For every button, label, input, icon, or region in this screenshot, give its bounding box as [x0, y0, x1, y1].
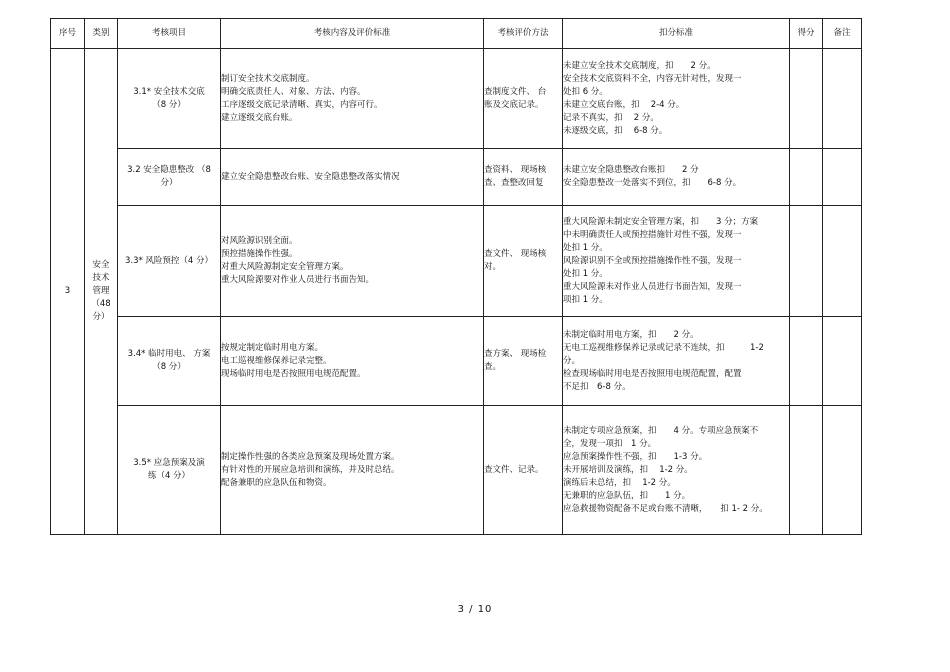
item-cell	[118, 49, 221, 149]
deduction-line: 未逐级交底，扣 6-8 分。	[563, 125, 668, 136]
method-line: 查。	[484, 362, 502, 372]
item-line: （8 分）	[152, 362, 186, 372]
item-line: 3.5* 应急预案及演	[133, 458, 205, 468]
content-cell	[221, 206, 484, 317]
score-cell[interactable]	[790, 317, 823, 406]
deduction-line: 检查现场临时用电是否按照用电规范配置，配置	[563, 368, 742, 379]
assessment-table	[50, 18, 862, 535]
deduction-cell	[563, 206, 790, 317]
score-cell[interactable]	[790, 49, 823, 149]
deduction-line: 应急救援物资配备不足或台账不清晰， 扣 1- 2 分。	[563, 503, 768, 514]
category-line: 分）	[92, 312, 110, 322]
deduction-line: 未建立交底台账，扣 2-4 分。	[563, 99, 685, 110]
category-line: 管理	[92, 286, 110, 296]
item-line: 练（4 分）	[147, 471, 191, 481]
item-line: 分）	[160, 178, 178, 188]
deduction-line: 未制定临时用电方案，扣 2 分。	[563, 329, 699, 340]
deduction-line: 项扣 1 分。	[563, 294, 608, 305]
content-line: 对重大风险源制定安全管理方案。	[221, 262, 349, 272]
score-cell[interactable]	[790, 149, 823, 206]
method-cell	[484, 49, 563, 149]
method-line: 查资料、 现场核	[484, 165, 547, 175]
content-line: 重大风险源要对作业人员进行书面告知。	[221, 275, 375, 285]
deduction-line: 无电工巡视维修保养记录或记录不连续，扣 1-2	[563, 342, 764, 353]
remark-cell[interactable]	[823, 49, 862, 149]
deduction-line: 风险源识别不全或预控措施操作性不强，发现一	[563, 255, 742, 266]
remark-cell[interactable]	[823, 406, 862, 535]
page-indicator	[0, 604, 950, 615]
method-line: 查制度文件、 台	[484, 86, 547, 97]
score-cell[interactable]	[790, 206, 823, 317]
deduction-cell	[563, 49, 790, 149]
deduction-line: 处扣 1 分。	[563, 242, 608, 253]
method-line: 查、查整改回复	[484, 178, 544, 188]
content-line: 电工巡视维修保养记录完整。	[221, 355, 332, 366]
header-item: 考核项目	[118, 19, 221, 49]
content-line: 预控措施操作性强。	[221, 249, 298, 259]
method-cell	[484, 149, 563, 206]
header-score: 得分	[790, 19, 823, 49]
header-seq: 序号	[51, 19, 85, 49]
deduction-line: 处扣 6 分。	[563, 86, 608, 97]
item-line: 3.3* 风险预控（4 分）	[124, 255, 214, 266]
category-line: 技术	[92, 273, 110, 283]
header-category: 类别	[85, 19, 118, 49]
deduction-line: 全，发现一项扣 1 分。	[563, 438, 657, 449]
method-line: 查文件、记录。	[484, 464, 544, 475]
category-label	[85, 259, 117, 324]
table-row	[51, 49, 862, 149]
deduction-line: 安全隐患整改一处落实不到位，扣 6-8 分。	[563, 178, 742, 188]
method-cell	[484, 317, 563, 406]
item-cell	[118, 406, 221, 535]
remark-cell[interactable]	[823, 317, 862, 406]
item-cell	[118, 206, 221, 317]
content-cell	[221, 149, 484, 206]
header-deduction: 扣分标准	[563, 19, 790, 49]
content-line: 制定操作性强的各类应急预案及现场处置方案。	[221, 451, 400, 462]
content-cell	[221, 406, 484, 535]
deduction-cell	[563, 317, 790, 406]
deduction-line: 未开展培训及演练，扣 1-2 分。	[563, 464, 693, 475]
table-row	[51, 206, 862, 317]
method-line: 查文件、 现场核	[484, 249, 547, 259]
item-line: 3.1* 安全技术交底	[133, 86, 205, 97]
header-content: 考核内容及评价标准	[221, 19, 484, 49]
deduction-line: 中未明确责任人或预控措施针对性不强，发现一	[563, 229, 742, 240]
category-cell	[85, 49, 118, 535]
category-line: （48	[91, 299, 111, 309]
method-cell	[484, 406, 563, 535]
deduction-line: 安全技术交底资料不全，内容无针对性，发现一	[563, 73, 742, 84]
header-row	[51, 19, 862, 49]
seq-cell: 3	[51, 49, 85, 535]
content-line: 按规定制定临时用电方案。	[221, 342, 324, 353]
content-line: 制订安全技术交底制度。	[221, 73, 315, 84]
content-cell	[221, 317, 484, 406]
item-cell	[118, 317, 221, 406]
page-current: 3	[457, 604, 465, 615]
item-line: 3.4* 临时用电、 方案	[127, 349, 211, 359]
content-line: 明确交底责任人、对象、方法、内容。	[221, 86, 366, 97]
deduction-line: 记录不真实，扣 2 分。	[563, 112, 659, 123]
content-cell	[221, 49, 484, 149]
table-row	[51, 406, 862, 535]
item-cell	[118, 149, 221, 206]
content-line: 现场临时用电是否按照用电规范配置。	[221, 368, 366, 379]
deduction-line: 重大风险源未制定安全管理方案，扣 3 分；方案	[563, 216, 759, 227]
content-line: 工序逐级交底记录清晰、真实，内容可行。	[221, 99, 383, 110]
page-total: 10	[477, 604, 493, 615]
remark-cell[interactable]	[823, 149, 862, 206]
deduction-line: 处扣 1 分。	[563, 268, 608, 279]
method-cell	[484, 206, 563, 317]
content-line: 配备兼职的应急队伍和物资。	[221, 477, 332, 488]
table-row	[51, 149, 862, 206]
page-separator: /	[469, 604, 474, 615]
item-line: （8 分）	[152, 99, 186, 110]
deduction-line: 重大风险源未对作业人员进行书面告知，发现一	[563, 281, 742, 292]
deduction-line: 不足扣 6-8 分。	[563, 381, 631, 392]
deduction-line: 分。	[563, 355, 581, 366]
table-row	[51, 317, 862, 406]
deduction-cell	[563, 406, 790, 535]
deduction-line: 未制定专项应急预案，扣 4 分。专项应急预案不	[563, 425, 759, 436]
score-cell[interactable]	[790, 406, 823, 535]
content-line: 建立安全隐患整改台账、安全隐患整改落实情况	[221, 171, 400, 182]
deduction-cell	[563, 149, 790, 206]
method-line: 账及交底记录。	[484, 99, 544, 110]
content-line: 对风险源识别全面。	[221, 236, 298, 246]
deduction-line: 演练后未总结，扣 1-2 分。	[563, 477, 676, 488]
content-line: 建立逐级交底台账。	[221, 112, 298, 123]
item-line: 3.2 安全隐患整改 （8	[127, 165, 211, 175]
remark-cell[interactable]	[823, 206, 862, 317]
header-remark: 备注	[823, 19, 862, 49]
deduction-line: 无兼职的应急队伍，扣 1 分。	[563, 490, 691, 501]
category-line: 安全	[92, 260, 110, 270]
deduction-line: 应急预案操作性不强，扣 1-3 分。	[563, 451, 708, 462]
content-line: 有针对性的开展应急培训和演练，并及时总结。	[221, 464, 400, 475]
method-line: 查方案、 现场检	[484, 349, 547, 359]
deduction-line: 未建立安全技术交底制度，扣 2 分。	[563, 60, 716, 71]
header-method: 考核评价方法	[484, 19, 563, 49]
deduction-line: 未建立安全隐患整改台账扣 2 分	[563, 165, 699, 175]
method-line: 对。	[484, 262, 502, 272]
